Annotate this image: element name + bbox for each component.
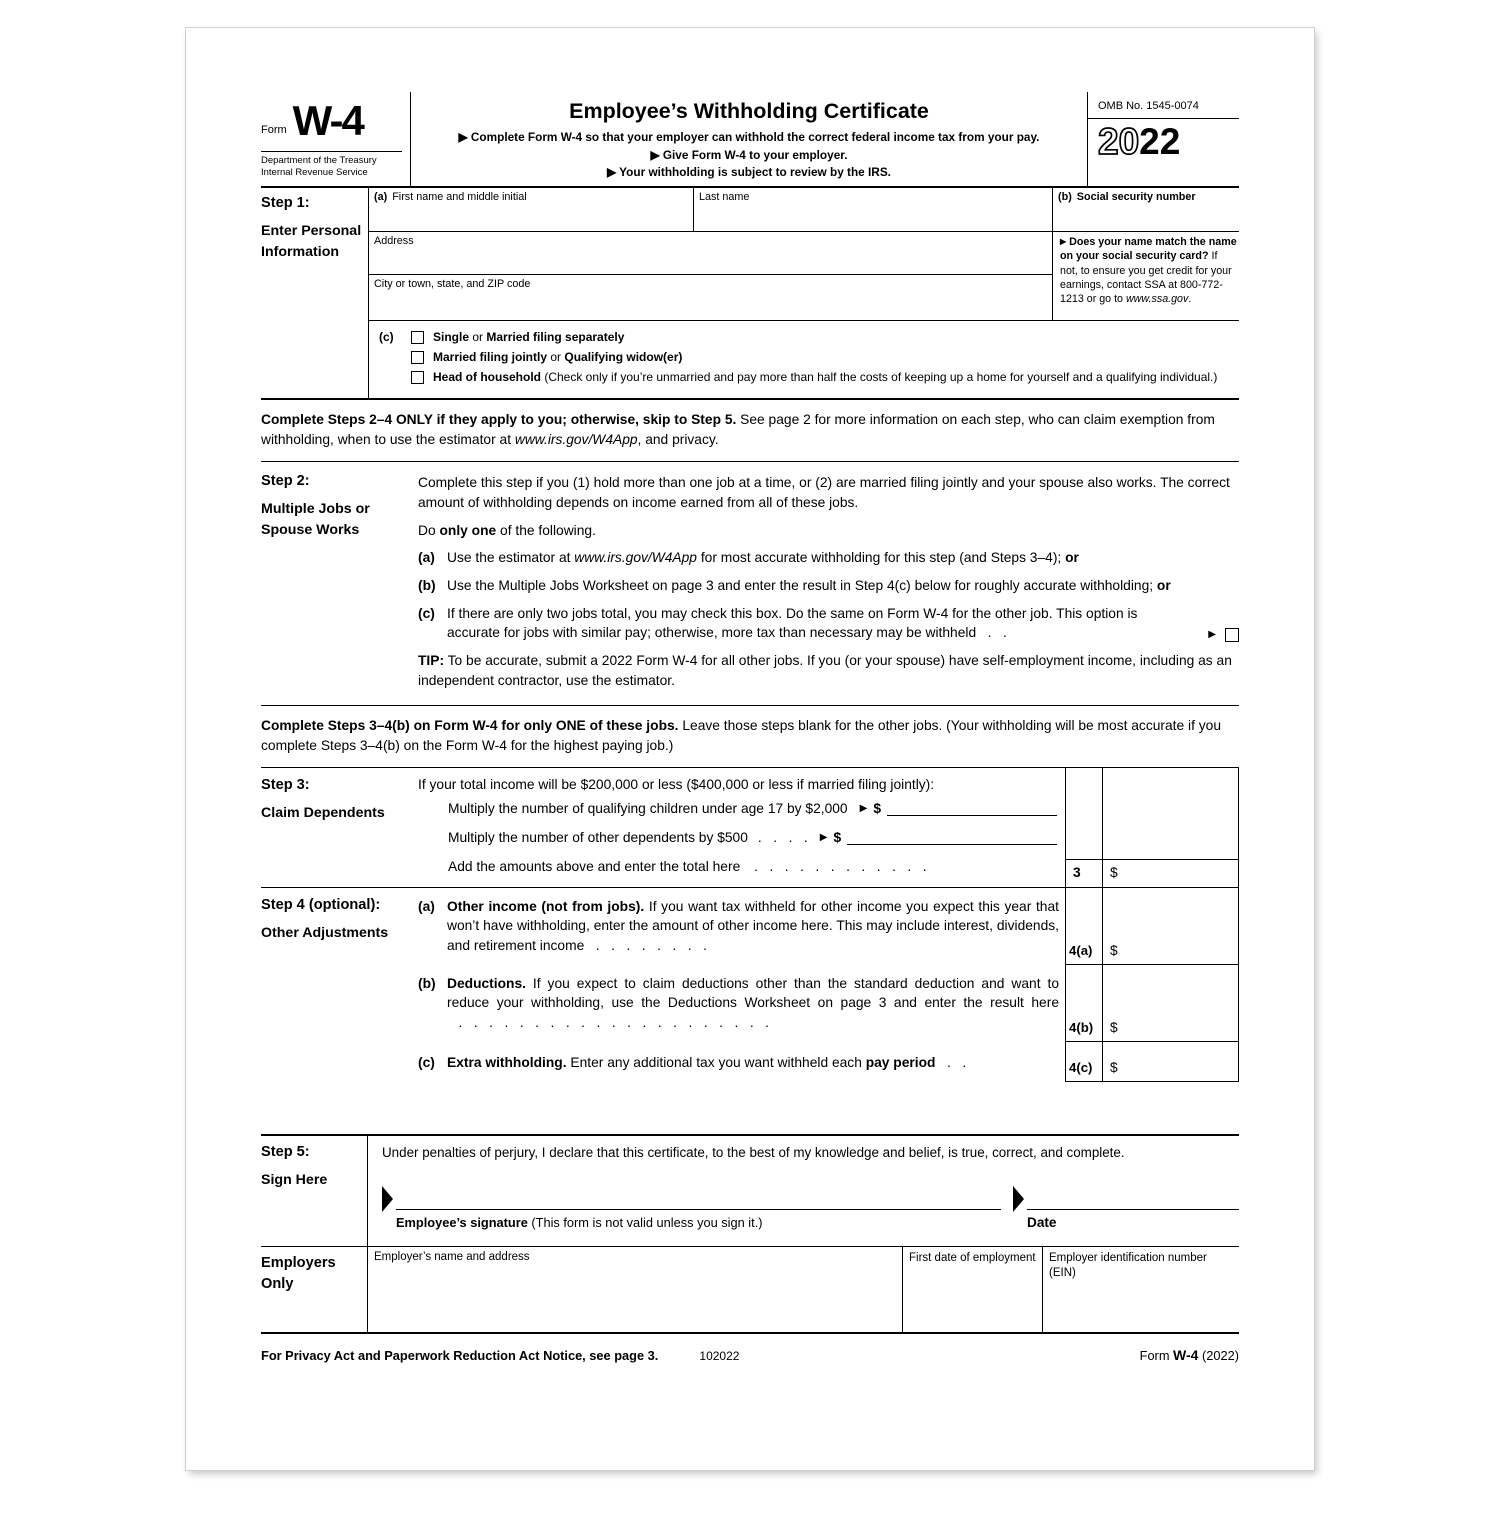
employers-only-label: Employers Only — [261, 1247, 368, 1332]
last-name-label: Last name — [699, 191, 750, 204]
field-marker-b: (b) — [1058, 191, 1072, 204]
department-block — [261, 155, 402, 180]
filing-status-married-row — [411, 350, 1239, 364]
ssa-name-match-note — [1053, 232, 1239, 321]
do-bold: only one — [439, 522, 497, 538]
step4c-text — [447, 1053, 1059, 1073]
step2-subtitle: Multiple Jobs or Spouse Works — [261, 501, 370, 539]
address-label: Address — [374, 235, 414, 248]
a-url: www.irs.gov/W4App — [574, 550, 697, 566]
instruction-line-1: ▶ Complete Form W-4 so that your employer can withhold the correct federal income tax from your pay. — [458, 130, 1040, 144]
step2-option-a — [418, 548, 1239, 568]
steps-3-4b-notice — [261, 706, 1239, 768]
hoh-label-rest: (Check only if you’re unmarried and pay more than half the costs of keeping up a home for yourself and a qualifying individual.) — [541, 370, 1218, 385]
line-4b-number — [1065, 965, 1103, 1042]
step4a-dot-leader: . . . . . . . . — [584, 937, 707, 953]
step4a-body: If you want tax withheld for other income you expect this year that won’t have withholding, enter the amount of other income here. This may include interest, dividends, and retirement income — [447, 898, 1059, 953]
step2-section — [261, 462, 1239, 705]
right-arrow-icon: ▶ — [1208, 628, 1216, 640]
step4a-text-wrap — [418, 888, 1065, 965]
w4-form-page — [186, 28, 1314, 1470]
signature-caption-rest: (This form is not valid unless you sign it.) — [527, 1214, 763, 1230]
ssa-gov-url: www.ssa.gov — [1125, 293, 1189, 305]
single-checkbox[interactable] — [411, 331, 424, 344]
step5-section — [261, 1134, 1239, 1246]
a-pre: Use the estimator at — [447, 550, 575, 566]
step3-title: Step 3: — [261, 776, 310, 793]
first-name-field[interactable] — [369, 188, 694, 232]
dollar-sign: $ — [1110, 942, 1118, 958]
right-arrow-icon: ▶ — [1060, 237, 1067, 247]
department-line1: Department of the Treasury — [261, 155, 377, 166]
date-caption: Date — [1027, 1214, 1057, 1230]
step2-tip — [418, 651, 1239, 690]
line-4a-amount-cell[interactable] — [1103, 888, 1239, 965]
step4c-row — [418, 1042, 1239, 1082]
option-c-tail — [1208, 628, 1239, 642]
line-4b-amount-cell[interactable] — [1103, 965, 1239, 1042]
first-date-label: First date of employment — [909, 1251, 1036, 1264]
filing-status-hoh-row — [411, 370, 1239, 384]
step3-intro: If your total income will be $200,000 or less ($400,000 or less if married filing jointly): — [418, 776, 935, 792]
tip-bold: TIP: — [418, 653, 445, 669]
ssn-field[interactable] — [1053, 188, 1239, 232]
step4c-dot-leader: . . — [935, 1054, 967, 1070]
step4-label-col — [261, 888, 418, 1082]
instruction-line-3: ▶ Your withholding is subject to review by the IRS. — [607, 165, 891, 180]
privacy-act-notice: For Privacy Act and Paperwork Reduction Act Notice, see page 3. — [261, 1347, 659, 1363]
do-post: of the following. — [496, 522, 596, 538]
step5-body — [368, 1136, 1239, 1246]
do-pre: Do — [418, 522, 440, 538]
step2-label-col — [261, 473, 418, 698]
notice1-bold: Complete Steps 2–4 ONLY if they apply to you; otherwise, skip to Step 5. — [261, 412, 737, 428]
step2-option-b — [418, 576, 1239, 596]
step3-amount-col — [1103, 768, 1239, 887]
a-post: for most accurate withholding for this step (and Steps 3–4); — [696, 550, 1066, 566]
city-state-zip-field[interactable] — [369, 275, 1053, 321]
dependents-dot-leader: . . . . — [757, 829, 808, 845]
two-jobs-checkbox[interactable] — [1225, 628, 1239, 642]
notice2-text: Leave those steps blank for the other jobs. (Your withholding will be most accurate if you complete Steps 3–4(b) on the Form W-4 for the highest paying job.) — [261, 717, 1221, 753]
step4c-marker: (c) — [418, 1054, 435, 1070]
step4b-bold: Deductions. — [447, 975, 526, 991]
w4app-url: www.irs.gov/W4App — [514, 432, 638, 448]
other-dependents-line — [448, 830, 1057, 845]
signature-block — [396, 1180, 1001, 1230]
step5-title: Step 5: — [261, 1143, 310, 1160]
dollar-sign: $ — [1110, 1059, 1118, 1075]
option-a-text — [447, 548, 1239, 568]
step5-label-col — [261, 1136, 368, 1246]
ssa-note-period: . — [1188, 293, 1192, 305]
head-of-household-checkbox[interactable] — [411, 371, 424, 384]
steps-2-4-notice — [261, 400, 1239, 462]
option-b-text — [447, 576, 1239, 596]
option-c-text — [447, 604, 1239, 643]
c-text: If there are only two jobs total, you may check this box. Do the same on Form W-4 for the other job. This option is accurate for jobs with similar pay; otherwise, more tax than necessary may be withheld — [447, 605, 1138, 641]
notice2-bold: Complete Steps 3–4(b) on Form W-4 for only ONE of these jobs. — [261, 717, 679, 733]
step4c-body: Enter any additional tax you want withheld each — [566, 1054, 866, 1070]
blank-space — [261, 1082, 1239, 1134]
last-name-field[interactable] — [694, 188, 1053, 232]
date-block — [1027, 1180, 1239, 1230]
form-title: Employee’s Withholding Certificate — [569, 99, 929, 123]
omb-number: OMB No. 1545-0074 — [1088, 92, 1239, 119]
employers-only-section — [261, 1246, 1239, 1334]
date-arrow-icon — [1013, 1186, 1024, 1212]
footer-form-id — [902, 1347, 1239, 1363]
date-input[interactable] — [1027, 1180, 1239, 1210]
step4c-text-wrap — [418, 1042, 1065, 1082]
b-or: or — [1156, 577, 1171, 593]
filing-status-group — [369, 321, 1239, 398]
total-dot-leader: . . . . . . . . . . . . — [754, 858, 927, 874]
year-solid-digits: 22 — [1139, 121, 1181, 162]
personal-info-grid — [369, 188, 1239, 321]
signature-arrow-icon — [382, 1186, 393, 1212]
footer-form-number: W-4 — [1173, 1346, 1199, 1363]
dollar-sign: $ — [1110, 864, 1118, 880]
step2-option-c — [418, 604, 1239, 643]
option-c-marker: (c) — [418, 605, 435, 621]
ssa-note-bold-text: Does your name match the name on your social security card? — [1060, 236, 1237, 263]
first-name-label: First name and middle initial — [392, 191, 527, 204]
step4a-text — [447, 897, 1059, 956]
step2-do-line — [418, 521, 1239, 541]
signature-row — [382, 1180, 1239, 1230]
married-label-bold1: Married filing jointly — [433, 350, 548, 365]
footer-form-year: (2022) — [1198, 1347, 1239, 1363]
children-text: Multiply the number of qualifying children under age 17 by $2,000 — [448, 800, 848, 816]
dollar-sign: $ — [873, 800, 881, 816]
ssn-label: Social security number — [1076, 191, 1196, 204]
notice1-end: , and privacy. — [637, 432, 719, 448]
step4a-marker: (a) — [418, 898, 435, 914]
form-id-block — [261, 92, 411, 186]
employer-name-address-field[interactable] — [368, 1247, 903, 1332]
city-label: City or town, state, and ZIP code — [374, 278, 531, 291]
tip-text: To be accurate, submit a 2022 Form W-4 for all other jobs. If you (or your spouse) have self-employment income, including as an independent contractor, use the estimator. — [418, 653, 1232, 688]
step1-section — [261, 188, 1239, 400]
step3-subtitle: Claim Dependents — [261, 804, 385, 821]
tip-text-wrap — [418, 651, 1239, 690]
single-label-mid: or — [469, 330, 487, 345]
step1-subtitle: Enter Personal Information — [261, 223, 362, 261]
form-header — [261, 92, 1239, 188]
catalog-number: 102022 — [699, 1348, 740, 1363]
year-outline-digits: 20 — [1098, 121, 1140, 162]
step3-body — [418, 768, 1065, 887]
b-text: Use the Multiple Jobs Worksheet on page 3 and enter the result in Step 4(c) below for roughly accurate withholding; — [447, 577, 1157, 593]
dollar-sign: $ — [833, 829, 842, 845]
form-year — [1088, 119, 1239, 163]
employer-name-label: Employer’s name and address — [374, 1250, 530, 1263]
option-a-marker: (a) — [418, 550, 435, 566]
children-amount-input[interactable] — [887, 811, 1057, 816]
dependents-text: Multiply the number of other dependents by $500 — [448, 829, 748, 845]
form-number: W-4 — [292, 97, 363, 144]
step4a-row — [418, 888, 1239, 965]
line-4a-code: 4(a) — [1069, 942, 1093, 958]
form-title-block — [411, 92, 1087, 186]
ein-field[interactable] — [1043, 1247, 1239, 1332]
line-4c-code: 4(c) — [1069, 1059, 1093, 1075]
form-word: Form — [261, 124, 287, 136]
married-jointly-checkbox[interactable] — [411, 351, 424, 364]
footer-form-word: Form — [1139, 1347, 1174, 1363]
department-line2: Internal Revenue Service — [261, 167, 368, 179]
filing-status-options — [411, 330, 1239, 390]
c-dot-leader: . . — [976, 625, 1007, 641]
omb-year-block — [1087, 92, 1239, 186]
form-instructions — [423, 129, 1075, 182]
field-marker-c: (c) — [379, 330, 394, 345]
single-label — [433, 330, 624, 344]
step2-title: Step 2: — [261, 473, 310, 490]
line-3-amount-cell[interactable] — [1103, 859, 1238, 887]
step4b-row — [418, 965, 1239, 1042]
ein-label: Employer identification number (EIN) — [1049, 1251, 1207, 1280]
married-label — [433, 350, 682, 364]
total-text: Add the amounts above and enter the total here — [448, 858, 741, 874]
step4c-bold2: pay period — [865, 1054, 936, 1070]
step4-title: Step 4 (optional): — [261, 896, 381, 913]
right-arrow-icon: ▶ — [819, 831, 828, 843]
divider — [261, 151, 402, 152]
step4-section — [261, 888, 1239, 1082]
step1-label-col — [261, 188, 368, 398]
married-label-mid: or — [547, 350, 565, 365]
ssa-note-text: If not, to ensure you get credit for your earnings, contact SSA at 800-772-1213 or go to — [1060, 250, 1232, 305]
form-footer — [261, 1334, 1239, 1363]
a-or: or — [1065, 550, 1079, 566]
field-marker-a: (a) — [374, 191, 388, 204]
line-4a-number — [1065, 888, 1103, 965]
step2-intro: Complete this step if you (1) hold more than one job at a time, or (2) are married filing jointly and your spouse also works. The correct amount of withholding depends on income earned from all of these jobs. — [418, 475, 1230, 510]
single-label-bold2: Married filing separately — [486, 330, 625, 345]
employee-signature-input[interactable] — [396, 1180, 1001, 1210]
dollar-sign: $ — [1110, 1019, 1118, 1035]
step2-body — [418, 473, 1239, 698]
step4b-text — [447, 974, 1059, 1033]
step4b-marker: (b) — [418, 975, 436, 991]
signature-caption-bold: Employee’s signature — [396, 1214, 528, 1230]
instruction-line-2: ▶ Give Form W-4 to your employer. — [650, 147, 848, 162]
filing-status-single-row — [411, 330, 1239, 344]
step4b-text-wrap — [418, 965, 1065, 1042]
hoh-label — [433, 370, 1217, 384]
step1-title: Step 1: — [261, 195, 310, 212]
line-4b-code: 4(b) — [1069, 1019, 1094, 1035]
line-4c-number — [1065, 1042, 1103, 1082]
step1-fields — [368, 188, 1239, 398]
first-date-employment-field[interactable] — [903, 1247, 1043, 1332]
signature-caption — [396, 1210, 1001, 1230]
step4-subtitle: Other Adjustments — [261, 924, 389, 941]
step4b-body: If you expect to claim deductions other than the standard deduction and want to reduce your withholding, use the Deductions Worksheet on page 3 and enter the result here — [447, 975, 1059, 1011]
step3-section — [261, 768, 1239, 888]
step4b-dot-leader: . . . . . . . . . . . . . . . . . . . . . — [447, 1015, 769, 1031]
form-number-row — [261, 92, 402, 150]
step3-label-col — [261, 768, 418, 887]
hoh-label-bold1: Head of household — [433, 370, 541, 385]
perjury-statement: Under penalties of perjury, I declare that this certificate, to the best of my knowledge and belief, is true, correct, and complete. — [382, 1144, 1125, 1160]
dependents-amount-input[interactable] — [847, 840, 1057, 845]
single-label-bold1: Single — [433, 330, 470, 345]
notice1-text: See page 2 for more information on each step, who can claim exemption from withholding, when to use the estimator at — [261, 412, 1215, 448]
step4-rows — [418, 888, 1239, 1082]
qualifying-children-line — [448, 801, 1057, 816]
step4c-bold: Extra withholding. — [447, 1054, 567, 1070]
address-field[interactable] — [369, 232, 1053, 275]
option-b-marker: (b) — [418, 577, 436, 593]
step4a-bold: Other income (not from jobs). — [447, 898, 645, 914]
married-label-bold2: Qualifying widow(er) — [564, 350, 683, 365]
step5-subtitle: Sign Here — [261, 1171, 328, 1188]
step3-line-number-col — [1065, 768, 1103, 887]
right-arrow-icon: ▶ — [859, 802, 868, 814]
step3-total-line — [448, 859, 1057, 881]
line-3-number: 3 — [1066, 859, 1102, 887]
line-4c-amount-cell[interactable] — [1103, 1042, 1239, 1082]
